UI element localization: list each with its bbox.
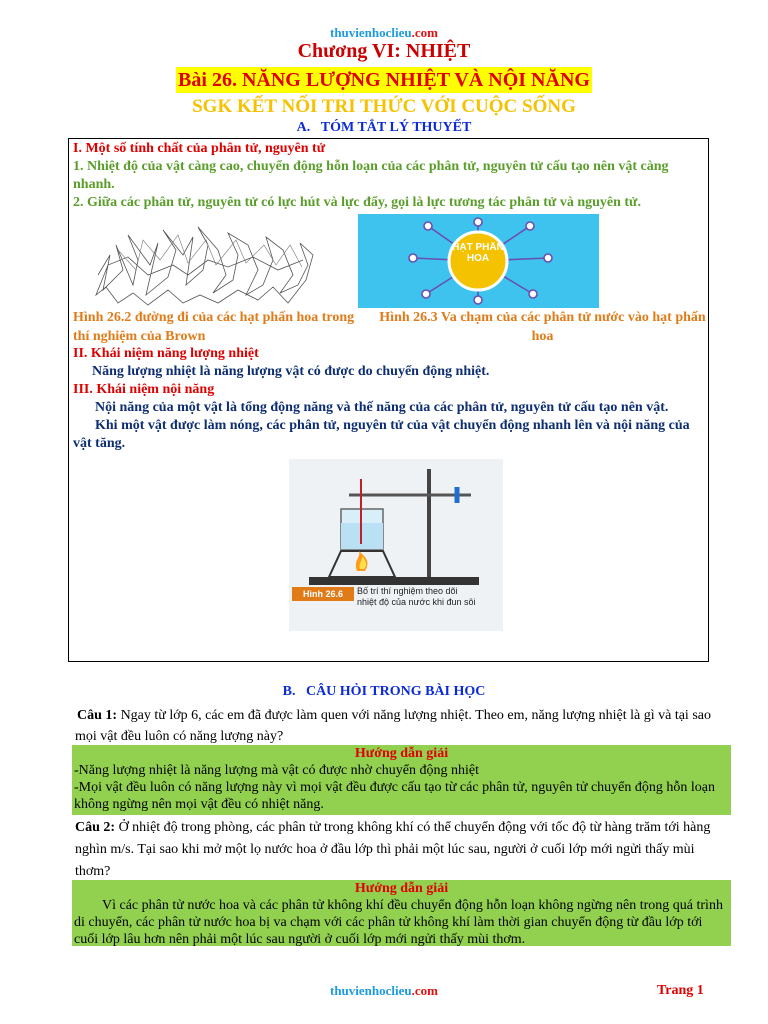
question-2-text: Ở nhiệt độ trong phòng, các phân tử trong không khí có thể chuyển động với tốc độ từ hàng trăm tới hàng nghìn m/s. Tại sao khi mở một lọ nước hoa ở đầu lớp thì phải một lúc sau, người ở cuối lớp mới ngửi thấy mùi thơm?	[75, 820, 711, 879]
theory-point-3: Năng lượng nhiệt là năng lượng vật có được do chuyển động nhiệt.	[92, 364, 490, 379]
section-a-letter: A.	[296, 120, 311, 135]
answer-2-heading: Hướng dẫn giải	[354, 881, 449, 896]
theory-point-4: Nội năng của một vật là tổng động năng và thế năng của các phân tử, nguyên tử cấu tạo nên vật.	[95, 400, 669, 415]
section-a-title: TÓM TẮT LÝ THUYẾT	[320, 120, 472, 135]
question-1-text: Ngay từ lớp 6, các em đã được làm quen với năng lượng nhiệt. Theo em, năng lượng nhiệt là gì và tại sao mọi vật đều luôn có năng lượng này?	[75, 708, 711, 744]
figure-26-2-caption: Hình 26.2 đường đi của các hạt phấn hoa trong thí nghiệm của Brown	[73, 310, 355, 344]
pollen-label: HẠT PHẤN HOA	[452, 242, 504, 264]
site-brand-footer[interactable]	[0, 983, 768, 999]
section-b-title: CÂU HỎI TRONG BÀI HỌC	[305, 684, 486, 699]
pollen-collision-figure	[358, 214, 599, 308]
heating-experiment-figure	[289, 459, 503, 631]
question-2-label: Câu 2:	[75, 820, 116, 835]
footer-site-name: thuvienhoclieu	[330, 983, 412, 998]
section-a-heading	[0, 120, 768, 136]
section-b-heading	[0, 684, 768, 700]
chapter-title: Chương VI: NHIỆT	[297, 40, 471, 62]
lesson-title-wrap	[0, 67, 768, 93]
theory-heading-1: I. Một số tính chất của phân tử, nguyên tử	[73, 141, 326, 156]
answer-1-box	[72, 745, 731, 815]
answer-1-line-1: -Năng lượng nhiệt là năng lượng mà vật có được nhờ chuyển động nhiệt	[74, 763, 480, 778]
section-b-letter: B.	[282, 684, 296, 699]
theory-heading-3: III. Khái niệm nội năng	[73, 382, 215, 397]
answer-2-line-1: Vì các phân tử nước hoa và các phân tử không khí đều chuyển động hỗn loạn không ngừng nên trong quá trình di chuyển, các phân tử nước hoa bị va chạm với các phân tử không khí làm thời gian chuyển động từ đầu lớp tới cuối lớp lâu hơn nên phải một lúc sau người ở cuối lớp mới ngửi thấy mùi thơm.	[74, 898, 723, 947]
question-2	[75, 817, 731, 883]
site-tld: .com	[411, 25, 438, 40]
page-number: Trang 1	[657, 983, 704, 998]
answer-1-line-2: -Mọi vật đều luôn có năng lượng này vì mọi vật đều được cấu tạo từ các phân tử, nguyên tử chuyển động hỗn loạn không ngừng nên mọi vật đều có nhiệt năng.	[74, 780, 715, 812]
site-name: thuvienhoclieu	[330, 25, 412, 40]
figure-26-6-caption: Bố trí thí nghiệm theo dõi nhiệt độ của nước khi đun sôi	[357, 586, 476, 607]
brownian-path-figure	[88, 215, 318, 310]
question-1-label: Câu 1:	[77, 708, 118, 723]
site-brand-top[interactable]	[0, 25, 768, 41]
theory-point-5: Khi một vật được làm nóng, các phân tử, nguyên tử của vật chuyển động nhanh lên và nội năng của vật tăng.	[73, 418, 690, 451]
figure-26-3-caption: Hình 26.3 Va chạm của các phân tử nước vào hạt phấn hoa	[379, 310, 706, 344]
answer-1-heading: Hướng dẫn giải	[354, 746, 449, 761]
figure-26-6-tag: Hình 26.6	[292, 587, 354, 601]
question-1	[75, 705, 731, 747]
textbook-series: SGK KẾT NỐI TRI THỨC VỚI CUỘC SỐNG	[192, 96, 576, 117]
theory-point-1: 1. Nhiệt độ của vật càng cao, chuyển động hỗn loạn của các phân tử, nguyên tử cấu tạo nên vật càng nhanh.	[73, 159, 669, 192]
theory-heading-2: II. Khái niệm năng lượng nhiệt	[73, 346, 259, 361]
theory-point-2: 2. Giữa các phân tử, nguyên tử có lực hút và lực đẩy, gọi là lực tương tác phân tử và nguyên tử.	[73, 195, 641, 210]
footer-site-tld: .com	[411, 983, 438, 998]
lesson-title: Bài 26. NĂNG LƯỢNG NHIỆT VÀ NỘI NĂNG	[178, 69, 590, 91]
answer-2-box	[72, 880, 731, 946]
